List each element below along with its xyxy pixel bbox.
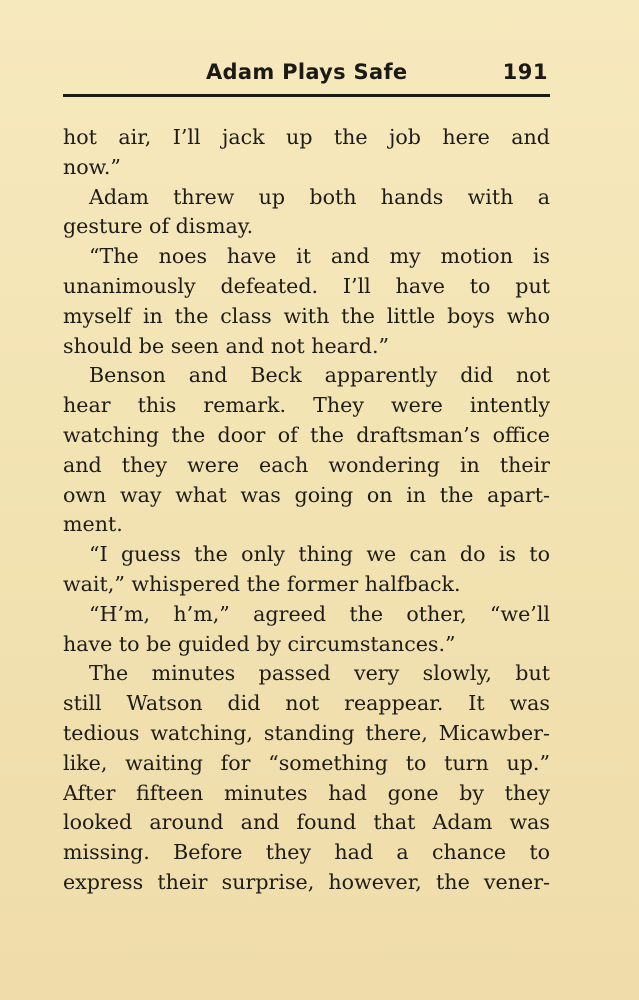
text-line: hear this remark. They were intently <box>63 393 550 418</box>
text-line: Adam threw up both hands with a <box>89 184 550 209</box>
body-text <box>63 123 550 898</box>
text-line: ment. <box>63 512 123 537</box>
text-line: looked around and found that Adam was <box>63 810 550 835</box>
text-line: and they were each wondering in their <box>63 452 550 477</box>
text-line: Benson and Beck apparently did not <box>89 363 550 388</box>
text-line: should be seen and not heard.” <box>63 333 390 358</box>
text-line: tedious watching, standing there, Micawber- <box>63 720 550 745</box>
text-line: now.” <box>63 154 121 179</box>
chapter-title: Adam Plays Safe <box>206 60 408 84</box>
text-line: “The noes have it and my motion is <box>89 244 550 269</box>
text-line: own way what was going on in the apart- <box>63 482 550 507</box>
running-header <box>66 58 550 94</box>
text-line: After fifteen minutes had gone by they <box>63 780 550 805</box>
text-line: have to be guided by circumstances.” <box>63 631 456 656</box>
text-line: wait,” whispered the former halfback. <box>63 571 461 596</box>
text-line: hot air, I’ll jack up the job here and <box>63 125 550 149</box>
header-rule <box>63 94 550 97</box>
text-line: gesture of dismay. <box>63 214 254 239</box>
text-line: unanimously defeated. I’ll have to put <box>63 273 550 298</box>
text-line: watching the door of the draftsman’s office <box>63 422 550 447</box>
text-line: “I guess the only thing we can do is to <box>89 542 550 567</box>
text-line: myself in the class with the little boys who <box>63 303 550 328</box>
text-line: still Watson did not reappear. It was <box>63 691 550 716</box>
text-line: “H’m, h’m,” agreed the other, “we’ll <box>89 601 550 626</box>
text-line: The minutes passed very slowly, but <box>89 661 550 686</box>
text-line: express their surprise, however, the vener- <box>63 869 550 894</box>
page-number: 191 <box>502 60 548 84</box>
text-line: like, waiting for “something to turn up.” <box>63 750 550 775</box>
text-line: missing. Before they had a chance to <box>63 840 550 865</box>
